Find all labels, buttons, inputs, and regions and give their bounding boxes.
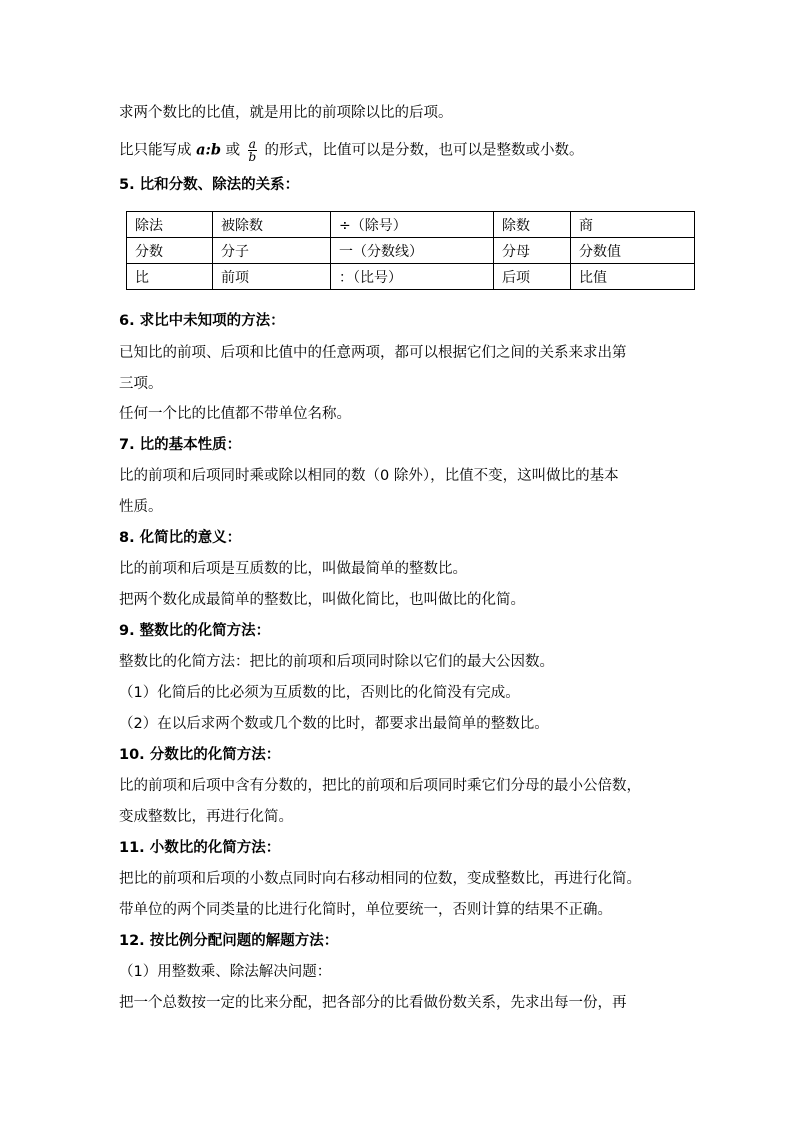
paragraph-10b: 变成整数比，再进行化简。	[119, 809, 293, 825]
paragraph-12b: 把一个总数按一定的比来分配，把各部分的比看做份数关系，先求出每一份，再	[119, 995, 627, 1011]
table-cell: ：（比号）	[331, 264, 494, 290]
paragraph-6c: 任何一个比的比值都不带单位名称。	[119, 406, 351, 422]
paragraph-11a: 把比的前项和后项的小数点同时向右移动相同的位数，变成整数比，再进行化简。	[119, 871, 641, 887]
table-cell: ÷（除号）	[331, 212, 494, 238]
paragraph-ratio-value: 求两个数比的比值，就是用比的前项除以比的后项。	[119, 105, 453, 121]
relation-table	[126, 211, 695, 290]
paragraph-6b: 三项。	[119, 376, 163, 392]
table-cell: 除法	[127, 212, 213, 238]
fraction-numerator: a	[248, 137, 256, 151]
heading-12: 12. 按比例分配问题的解题方法：	[119, 933, 339, 949]
table-cell: 一（分数线）	[331, 238, 494, 264]
heading-7: 7. 比的基本性质：	[119, 437, 242, 453]
table-cell: 除数	[494, 212, 571, 238]
paragraph-10a: 比的前项和后项中含有分数的，把比的前项和后项同时乘它们分母的最小公倍数，	[119, 778, 641, 794]
table-cell: 前项	[213, 264, 331, 290]
paragraph-6a: 已知比的前项、后项和比值中的任意两项，都可以根据它们之间的关系来求出第	[119, 345, 627, 361]
table-cell: 商	[571, 212, 695, 238]
paragraph-ratio-forms	[119, 138, 684, 163]
heading-10: 10. 分数比的化简方法：	[119, 747, 281, 763]
paragraph-9a: 整数比的化简方法：把比的前项和后项同时除以它们的最大公因数。	[119, 654, 554, 670]
heading-8: 8. 化简比的意义：	[119, 530, 242, 546]
paragraph-7a: 比的前项和后项同时乘或除以相同的数（0 除外），比值不变，这叫做比的基本	[119, 468, 619, 484]
table-cell: 后项	[494, 264, 571, 290]
table-cell: 分数	[127, 238, 213, 264]
ratio-b-var: b	[210, 141, 222, 159]
ratio-colon: :	[205, 141, 211, 159]
table-cell: 分母	[494, 238, 571, 264]
table-cell: 比	[127, 264, 213, 290]
paragraph-8b: 把两个数化成最简单的整数比，叫做化简比，也叫做比的化简。	[119, 592, 525, 608]
paragraph-8a: 比的前项和后项是互质数的比，叫做最简单的整数比。	[119, 561, 467, 577]
ratio-forms-suffix: 的形式，比值可以是分数，也可以是整数或小数。	[264, 142, 584, 159]
table-row	[127, 212, 695, 238]
paragraph-12a: （1）用整数乘、除法解决问题：	[119, 964, 332, 980]
heading-6: 6. 求比中未知项的方法：	[119, 313, 285, 329]
table-row	[127, 264, 695, 290]
fraction-denominator: b	[248, 150, 257, 164]
heading-5: 5. 比和分数、除法的关系：	[119, 177, 300, 193]
table-cell: 比值	[571, 264, 695, 290]
table-cell: 分数值	[571, 238, 695, 264]
paragraph-9b: （1）化简后的比必须为互质数的比，否则比的化简没有完成。	[119, 685, 520, 701]
heading-11: 11. 小数比的化简方法：	[119, 840, 281, 856]
ratio-forms-or: 或	[225, 142, 241, 159]
paragraph-11b: 带单位的两个同类量的比进行化简时，单位要统一，否则计算的结果不正确。	[119, 902, 612, 918]
table-cell: 分子	[213, 238, 331, 264]
paragraph-9c: （2）在以后求两个数或几个数的比时，都要求出最简单的整数比。	[119, 716, 549, 732]
table-cell: 被除数	[213, 212, 331, 238]
table-row	[127, 238, 695, 264]
heading-9: 9. 整数比的化简方法：	[119, 623, 271, 639]
ratio-forms-prefix: 比只能写成	[119, 142, 192, 159]
paragraph-7b: 性质。	[119, 499, 163, 515]
fraction-a-over-b	[248, 138, 257, 163]
ratio-a-var: a	[196, 141, 206, 159]
